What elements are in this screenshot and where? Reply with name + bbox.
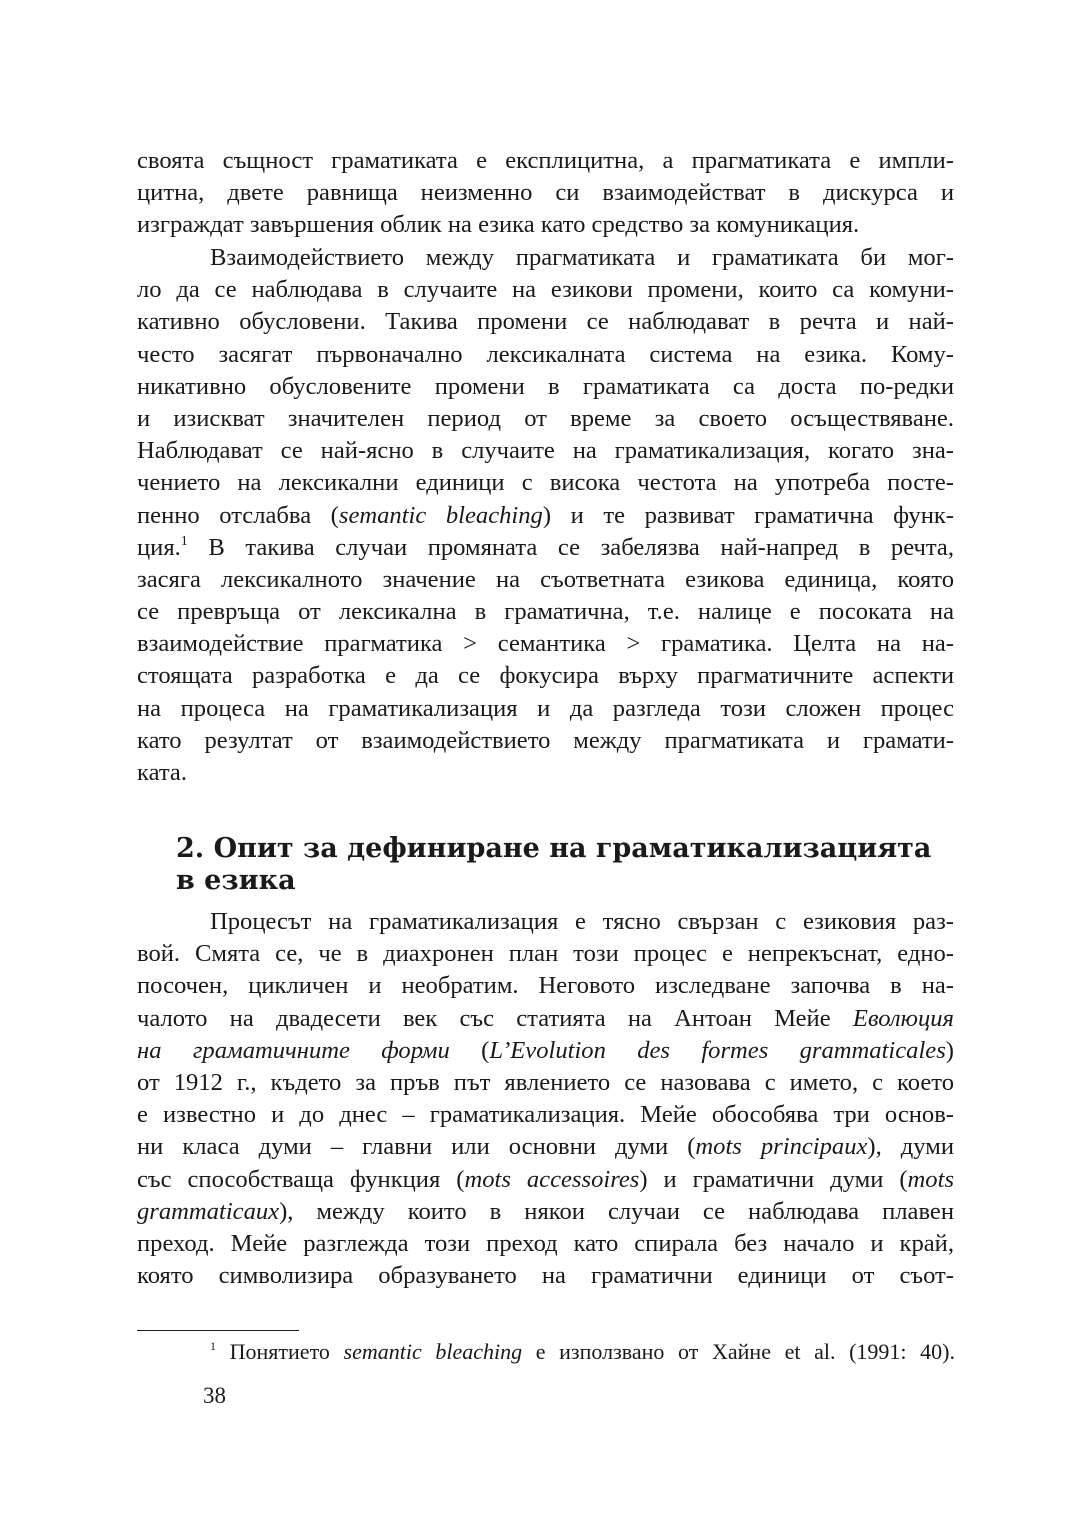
text-line: от 1912 г., където за пръв път явлението се назовава с името, с което [137, 1068, 954, 1096]
text-line: се превръща от лексикална в граматична, т.е. налице е посоката на [137, 598, 954, 626]
text-line: вой. Смята се, че в диахронен план този процес е непрекъснат, едно- [137, 940, 954, 968]
title-evolution-cont: на граматичните форми [137, 1036, 450, 1064]
text-line: Взаимодействието между прагматиката и граматиката би мог- [210, 244, 954, 271]
term-mots-accessoires: mots accessoires [464, 1165, 640, 1193]
section-heading [176, 833, 936, 897]
text-line: често засягат първоначално лексикалната система на езика. Кому- [137, 340, 954, 368]
paragraph-1 [137, 145, 954, 242]
text-line: кативно обусловени. Такива промени се наблюдават в речта и най- [137, 308, 954, 336]
paragraph-3 [137, 906, 954, 1292]
heading-line: в езика [176, 865, 296, 896]
term-semantic-bleaching: semantic bleaching [338, 501, 543, 529]
footnote: $^1$ Понятието semantic bleaching е използвано от Хайне et al. (1991: 40). [210, 1339, 955, 1364]
text-line: със способстваща функция (mots accessoires) и граматични думи (mots [137, 1165, 955, 1193]
text-line: Наблюдават се най-ясно в случаите на граматикализация, когато зна- [137, 437, 954, 465]
term-mots: mots [907, 1165, 955, 1193]
text-line: ни класа думи – главни или основни думи (mots principaux), думи [137, 1133, 954, 1161]
text-line: която символизира образуването на граматични единици от съот- [137, 1262, 954, 1290]
text-line: пенно отслабва (semantic bleaching) и те развиват граматична функ- [137, 501, 954, 529]
text-line: на процеса на граматикализация и да разгледа този сложен процес [137, 694, 954, 722]
text-line: никативно обусловените промени в граматиката са доста по-редки [137, 372, 954, 400]
text-line: ция.$^1$ В такива случаи промяната се забелязва най-напред в речта, [137, 533, 954, 561]
text-line: като резултат от взаимодействието между прагматиката и грамати- [137, 726, 954, 754]
text-line: grammaticaux), между които в някои случаи се наблюдава плавен [137, 1197, 954, 1225]
text-line: своята същност граматиката е експлицитна, а прагматиката е импли- [137, 147, 954, 174]
text-line: изграждат завършения облик на езика като средство за комуникация. [137, 211, 860, 239]
paragraph-2 [137, 242, 954, 789]
term-mots-principaux: mots principaux [695, 1133, 868, 1161]
title-evolution: Еволюция [852, 1004, 954, 1032]
text-line: ката. [137, 759, 187, 786]
text-line: ло да се наблюдава в случаите на езикови промени, които са комуни- [137, 276, 954, 304]
footnote-separator [137, 1330, 299, 1331]
text-line: е известно и до днес – граматикализация. Мейе обособява три основ- [137, 1101, 954, 1129]
text-line: чалото на двадесети век със статията на Антоан Мейе Еволюция [137, 1004, 954, 1032]
text-line: на граматичните форми (L’Evolution des formes grammaticales) [137, 1036, 954, 1064]
text-line: стоящата разработка е да се фокусира върху прагматичните аспекти [137, 662, 954, 690]
text-line: Процесът на граматикализация е тясно свързан с езиковия раз- [210, 908, 954, 935]
text-line: и изискват значителен период от време за своето осъществяване. [137, 404, 954, 432]
term-grammaticaux: grammaticaux [137, 1197, 280, 1225]
page-number: 38 [203, 1383, 226, 1408]
text-line: преход. Мейе разглежда този преход като спирала без начало и край, [137, 1229, 954, 1257]
text-line: цитна, двете равнища неизменно си взаимодействат в дискурса и [137, 179, 954, 207]
text-line: засяга лексикалното значение на съответната езикова единица, която [137, 565, 954, 593]
text-line: чението на лексикални единици с висока честота на употреба посте- [137, 469, 954, 497]
text-line: взаимодействие прагматика > семантика > граматика. Целта на на- [137, 630, 954, 658]
title-french: L’Evolution des formes grammaticales [489, 1036, 946, 1064]
footnote-marker: 1 [210, 1339, 216, 1353]
text-line: посочен, цикличен и необратим. Неговото изследване започва в на- [137, 972, 954, 1000]
heading-line: 2. Опит за дефиниране на граматикализацията [176, 833, 932, 864]
footnote-reference[interactable]: 1 [180, 533, 188, 549]
footnote-term: semantic bleaching [343, 1339, 523, 1364]
